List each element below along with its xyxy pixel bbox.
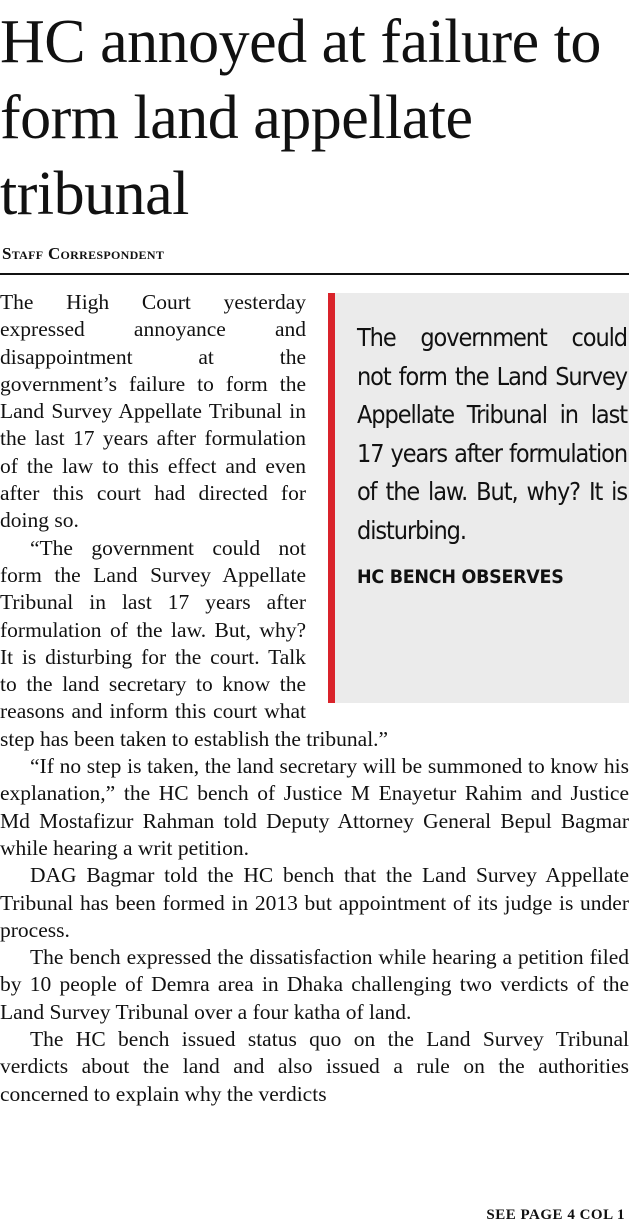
byline-divider	[0, 273, 629, 275]
paragraph: “The government could not form the Land Survey Appellate Tribunal in last 17 years after formulation of the law. But, why? It is disturbing for the court. Talk to the land secretary to know the reasons and inform this court what step has been taken to establish the tribunal.”	[0, 535, 389, 751]
pull-quote	[328, 293, 629, 703]
headline: HC annoyed at failure to form land appellate tribunal	[0, 8, 601, 228]
paragraph: The HC bench issued status quo on the Land Survey Tribunal verdicts about the land and also issued a rule on the authorities concerned to explain why the verdicts	[0, 1027, 629, 1106]
article-body	[0, 289, 629, 1108]
paragraph: “If no step is taken, the land secretary will be summoned to know his explanation,” the HC bench of Justice M Enayetur Rahim and Justice Md Mostafizur Rahman told Deputy Attorney General Bepul Bagmar while hearing a writ petition.	[0, 754, 629, 860]
byline: Staff Correspondent	[2, 244, 165, 263]
pull-quote-attribution: HC BENCH OBSERVES	[357, 566, 564, 588]
pull-quote-text: The government could not form the Land Survey Appellate Tribunal in last 17 years after formulation of the law. But, why? It is disturbing.	[357, 323, 627, 545]
paragraph: DAG Bagmar told the HC bench that the Land Survey Appellate Tribunal has been formed in 2013 but appointment of its judge is under process.	[0, 863, 629, 942]
paragraph: The bench expressed the dissatisfaction while hearing a petition filed by 10 people of Demra area in Dhaka challenging two verdicts of the Land Survey Tribunal over a four katha of land.	[0, 945, 629, 1024]
paragraph: The High Court yesterday expressed annoyance and disappointment at the government’s failure to form the Land Survey Appellate Tribunal in the last 17 years after formulation of the law to this effect and even after this court had directed for doing so.	[0, 290, 306, 533]
continued-on-link[interactable]: SEE PAGE 4 COL 1	[486, 1207, 625, 1223]
